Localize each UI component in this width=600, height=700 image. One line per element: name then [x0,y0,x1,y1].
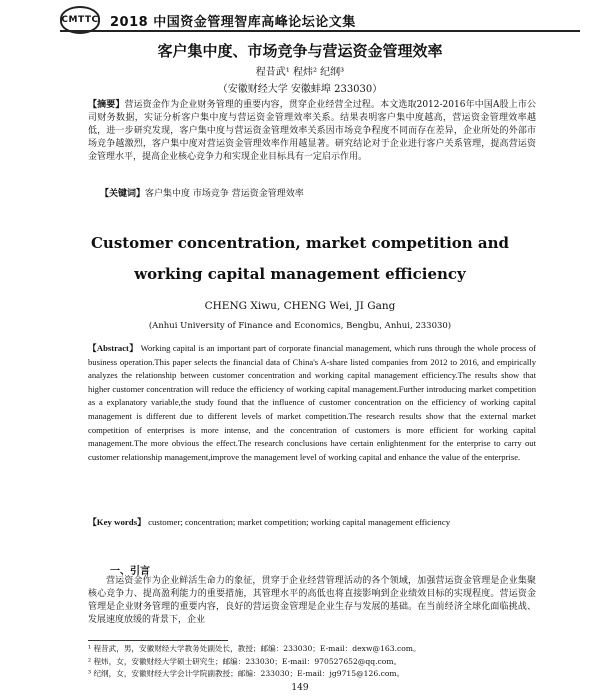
english-title-line1: Customer concentration, market competition and [90,234,510,252]
english-abstract-text: Working capital is an important part of corporate financial management, which runs through the whole process of business operation.This paper selects the financial data of China's A-share listed companies from 2012 to 2016, and empirically analyzes the relationship between customer concentration and working capital management efficiency.The results show that higher customer concentration will reduce the efficiency of working capital management.Further introducing market competition as a explanatory variable,the study found that the influence of customer concentration on the efficiency of working capital management is different due to different levels of market competition.The research results show that the external market competition of enterprises is more intense, and the concentration of customers is more efficient for working capital management.The more obvious the effect.The research conclusions have certain enlightenment for the enterprise to carry out customer relationship management,improve the management level of working capital and enhance the value of the enterprise. [88,343,536,462]
footnotes [88,643,536,681]
chinese-abstract-label: 【摘要】 [88,100,125,110]
chinese-keywords-text: 客户集中度 市场竞争 营运资金管理效率 [145,189,304,199]
english-affiliation: (Anhui University of Finance and Economics, Bengbu, Anhui, 233030) [148,321,452,331]
chinese-abstract [88,99,536,164]
english-keywords-text: customer; concentration; market competition; working capital management efficiency [148,517,451,527]
footnote-3: ³ 纪纲，女，安徽财经大学会计学院副教授；邮编：233030；E-mail：jg9715@126.com。 [88,669,405,678]
footnote-1: ¹ 程昔武，男，安徽财经大学教务处副处长，教授；邮编：233030；E-mail：dexw@163.com。 [88,644,421,653]
chinese-abstract-text: 营运资金作为企业财务管理的重要内容，贯穿企业经营全过程。本文选取2012-2016年中国A股上市公司财务数据，实证分析客户集中度与营运资金管理效率关系。结果表明客户集中度越高，营运资金管理效率越低，进一步研究发现，客户集中度与营运资金管理效率关系因市场竞争程度不同而存在差异，企业所处的外部市场竞争越激烈，客户集中度对营运资金管理效率作用越显著。研究结论对于企业进行客户关系管理，提高营运资金管理水平，提高企业核心竞争力和实现企业目标具有一定启示作用。 [88,100,536,162]
cmttc-logo: CMTTC [60,6,100,34]
chinese-keywords [100,188,536,201]
english-abstract-label: 【Abstract】 [88,343,139,353]
header-rule [60,30,580,32]
english-abstract [88,342,536,464]
chinese-affiliation: （安徽财经大学 安徽蚌埠 233030） [217,84,383,95]
running-title: 2018 中国资金管理智库高峰论坛论文集 [110,14,356,30]
english-keywords-label: 【Key words】 [88,517,146,527]
chinese-authors: 程昔武¹ 程炜² 纪纲³ [255,67,345,78]
english-authors: CHENG Xiwu, CHENG Wei, JI Gang [204,300,396,312]
english-title-line2: working capital management efficiency [134,265,466,283]
body-paragraph: 营运资金作为企业鲜活生命力的象征，贯穿于企业经营管理活动的各个领域，加强营运资金管理是企业集聚核心竞争力、提高盈利能力的重要措施，其管理水平的高低也将直接影响到企业绩效目标的实现程度。营运资金管理是企业财务管理的重要内容，良好的营运资金管理是企业生存与发展的基础。在当前经济全球化面临挑战、发展速度放缓的背景下，企业 [88,576,536,625]
section-heading: 一、引言 [110,566,150,577]
english-keywords [88,516,536,530]
page-number: 149 [291,683,309,693]
chinese-keywords-label: 【关键词】 [100,189,146,199]
footnote-2: ² 程炜，女，安徽财经大学硕士研究生；邮编：233030；E-mail：970527652@qq.com。 [88,656,402,666]
chinese-title: 客户集中度、市场竞争与营运资金管理效率 [157,42,443,60]
footnote-rule [88,640,228,641]
running-header [60,8,580,32]
